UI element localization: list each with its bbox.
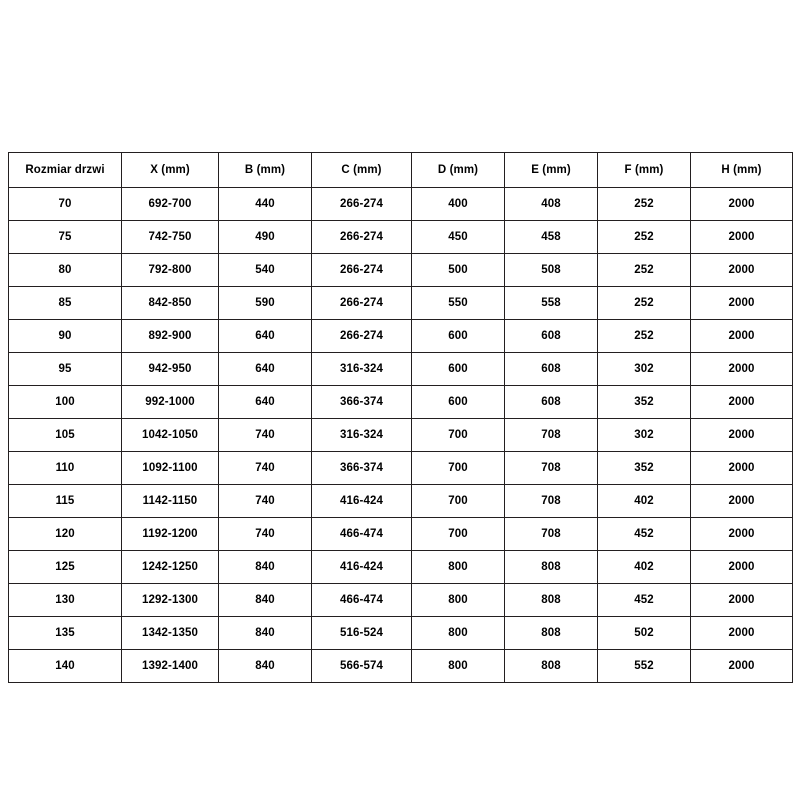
cell-b: 640 xyxy=(219,353,312,386)
cell-f: 302 xyxy=(598,353,691,386)
cell-d: 400 xyxy=(412,188,505,221)
cell-x: 842-850 xyxy=(122,287,219,320)
cell-x: 1092-1100 xyxy=(122,452,219,485)
cell-e: 408 xyxy=(505,188,598,221)
cell-e: 558 xyxy=(505,287,598,320)
cell-c: 566-574 xyxy=(312,650,412,683)
cell-b: 840 xyxy=(219,617,312,650)
cell-x: 742-750 xyxy=(122,221,219,254)
cell-size: 75 xyxy=(9,221,122,254)
cell-d: 700 xyxy=(412,518,505,551)
cell-f: 502 xyxy=(598,617,691,650)
table-row xyxy=(9,485,793,518)
cell-d: 600 xyxy=(412,320,505,353)
cell-h: 2000 xyxy=(691,452,793,485)
cell-d: 800 xyxy=(412,650,505,683)
cell-c: 466-474 xyxy=(312,518,412,551)
cell-h: 2000 xyxy=(691,221,793,254)
cell-b: 490 xyxy=(219,221,312,254)
cell-size: 140 xyxy=(9,650,122,683)
cell-size: 95 xyxy=(9,353,122,386)
cell-f: 252 xyxy=(598,254,691,287)
cell-h: 2000 xyxy=(691,419,793,452)
table-row xyxy=(9,287,793,320)
cell-h: 2000 xyxy=(691,353,793,386)
cell-b: 590 xyxy=(219,287,312,320)
column-header-d: D (mm) xyxy=(412,153,505,188)
cell-d: 550 xyxy=(412,287,505,320)
cell-f: 352 xyxy=(598,386,691,419)
cell-d: 450 xyxy=(412,221,505,254)
column-header-c: C (mm) xyxy=(312,153,412,188)
table-row xyxy=(9,254,793,287)
table-row xyxy=(9,320,793,353)
cell-c: 366-374 xyxy=(312,452,412,485)
cell-e: 508 xyxy=(505,254,598,287)
specification-table xyxy=(8,152,793,683)
cell-d: 600 xyxy=(412,386,505,419)
table-row xyxy=(9,353,793,386)
cell-f: 252 xyxy=(598,287,691,320)
cell-e: 808 xyxy=(505,650,598,683)
cell-f: 252 xyxy=(598,221,691,254)
cell-h: 2000 xyxy=(691,650,793,683)
cell-x: 1242-1250 xyxy=(122,551,219,584)
cell-x: 1142-1150 xyxy=(122,485,219,518)
table-row xyxy=(9,221,793,254)
cell-e: 608 xyxy=(505,353,598,386)
cell-h: 2000 xyxy=(691,518,793,551)
cell-d: 800 xyxy=(412,617,505,650)
table-row xyxy=(9,518,793,551)
cell-size: 80 xyxy=(9,254,122,287)
cell-b: 840 xyxy=(219,551,312,584)
cell-size: 130 xyxy=(9,584,122,617)
cell-d: 800 xyxy=(412,584,505,617)
spec-table-container xyxy=(8,152,792,683)
cell-size: 100 xyxy=(9,386,122,419)
cell-b: 740 xyxy=(219,485,312,518)
cell-x: 1192-1200 xyxy=(122,518,219,551)
cell-e: 708 xyxy=(505,452,598,485)
cell-c: 316-324 xyxy=(312,419,412,452)
cell-c: 516-524 xyxy=(312,617,412,650)
cell-x: 942-950 xyxy=(122,353,219,386)
column-header-b: B (mm) xyxy=(219,153,312,188)
column-header-h: H (mm) xyxy=(691,153,793,188)
cell-x: 1392-1400 xyxy=(122,650,219,683)
table-header xyxy=(9,153,793,188)
cell-size: 70 xyxy=(9,188,122,221)
cell-d: 700 xyxy=(412,452,505,485)
table-body xyxy=(9,188,793,683)
cell-b: 640 xyxy=(219,386,312,419)
cell-size: 105 xyxy=(9,419,122,452)
cell-size: 85 xyxy=(9,287,122,320)
cell-x: 692-700 xyxy=(122,188,219,221)
table-row xyxy=(9,617,793,650)
table-row xyxy=(9,551,793,584)
cell-c: 266-274 xyxy=(312,287,412,320)
table-row xyxy=(9,188,793,221)
cell-d: 700 xyxy=(412,419,505,452)
cell-c: 416-424 xyxy=(312,485,412,518)
cell-c: 416-424 xyxy=(312,551,412,584)
cell-x: 792-800 xyxy=(122,254,219,287)
cell-b: 640 xyxy=(219,320,312,353)
cell-f: 302 xyxy=(598,419,691,452)
cell-e: 708 xyxy=(505,518,598,551)
cell-f: 452 xyxy=(598,518,691,551)
cell-f: 402 xyxy=(598,551,691,584)
cell-b: 540 xyxy=(219,254,312,287)
cell-size: 115 xyxy=(9,485,122,518)
cell-c: 266-274 xyxy=(312,188,412,221)
cell-c: 366-374 xyxy=(312,386,412,419)
cell-x: 1042-1050 xyxy=(122,419,219,452)
column-header-e: E (mm) xyxy=(505,153,598,188)
cell-b: 740 xyxy=(219,419,312,452)
cell-e: 708 xyxy=(505,485,598,518)
cell-e: 708 xyxy=(505,419,598,452)
table-row xyxy=(9,584,793,617)
cell-f: 252 xyxy=(598,188,691,221)
cell-d: 700 xyxy=(412,485,505,518)
cell-d: 600 xyxy=(412,353,505,386)
cell-e: 808 xyxy=(505,584,598,617)
cell-x: 892-900 xyxy=(122,320,219,353)
column-header-f: F (mm) xyxy=(598,153,691,188)
cell-e: 608 xyxy=(505,320,598,353)
cell-h: 2000 xyxy=(691,485,793,518)
cell-d: 800 xyxy=(412,551,505,584)
cell-b: 840 xyxy=(219,650,312,683)
cell-d: 500 xyxy=(412,254,505,287)
cell-h: 2000 xyxy=(691,320,793,353)
cell-size: 110 xyxy=(9,452,122,485)
cell-h: 2000 xyxy=(691,617,793,650)
cell-size: 90 xyxy=(9,320,122,353)
cell-h: 2000 xyxy=(691,188,793,221)
cell-c: 266-274 xyxy=(312,221,412,254)
cell-f: 552 xyxy=(598,650,691,683)
cell-b: 740 xyxy=(219,452,312,485)
column-header-x: X (mm) xyxy=(122,153,219,188)
column-header-rozmiar-drzwi: Rozmiar drzwi xyxy=(9,153,122,188)
cell-h: 2000 xyxy=(691,386,793,419)
cell-size: 125 xyxy=(9,551,122,584)
cell-c: 266-274 xyxy=(312,254,412,287)
cell-x: 1342-1350 xyxy=(122,617,219,650)
cell-size: 120 xyxy=(9,518,122,551)
cell-e: 608 xyxy=(505,386,598,419)
cell-f: 402 xyxy=(598,485,691,518)
table-row xyxy=(9,419,793,452)
cell-h: 2000 xyxy=(691,287,793,320)
cell-f: 452 xyxy=(598,584,691,617)
cell-x: 1292-1300 xyxy=(122,584,219,617)
cell-h: 2000 xyxy=(691,551,793,584)
table-header-row xyxy=(9,153,793,188)
cell-b: 440 xyxy=(219,188,312,221)
cell-size: 135 xyxy=(9,617,122,650)
table-row xyxy=(9,452,793,485)
table-row xyxy=(9,386,793,419)
cell-c: 266-274 xyxy=(312,320,412,353)
cell-e: 458 xyxy=(505,221,598,254)
cell-e: 808 xyxy=(505,617,598,650)
cell-x: 992-1000 xyxy=(122,386,219,419)
cell-c: 466-474 xyxy=(312,584,412,617)
cell-c: 316-324 xyxy=(312,353,412,386)
cell-f: 252 xyxy=(598,320,691,353)
cell-f: 352 xyxy=(598,452,691,485)
cell-h: 2000 xyxy=(691,254,793,287)
cell-b: 840 xyxy=(219,584,312,617)
cell-e: 808 xyxy=(505,551,598,584)
cell-b: 740 xyxy=(219,518,312,551)
cell-h: 2000 xyxy=(691,584,793,617)
table-row xyxy=(9,650,793,683)
